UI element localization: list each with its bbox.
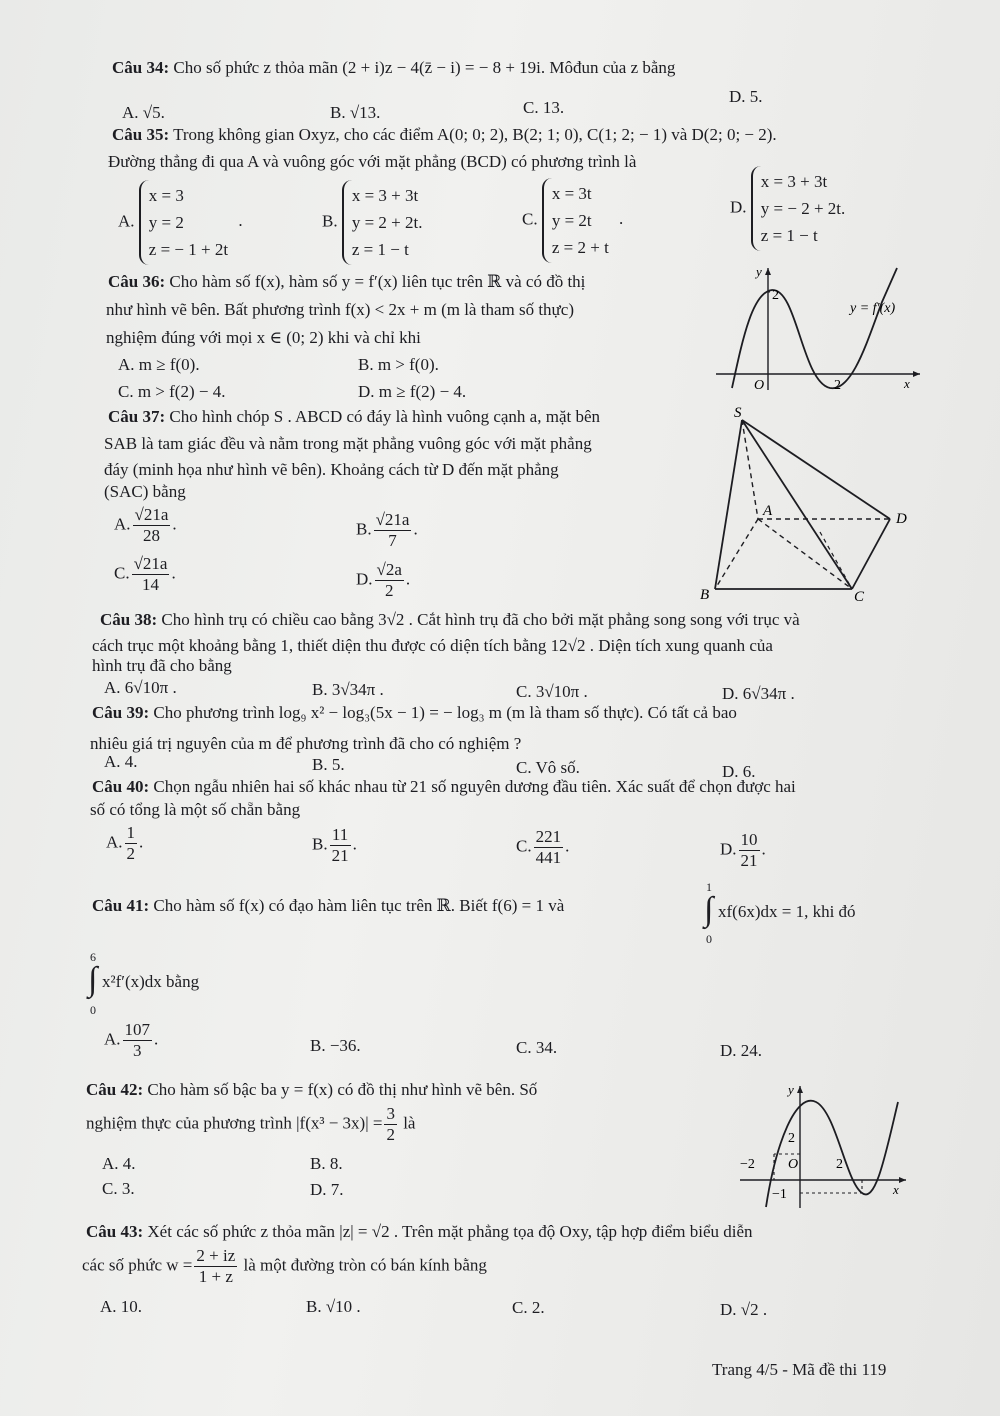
q36-line2: như hình vẽ bên. Bất phương trình f(x) < 2x + m (m là tham số thực) <box>106 300 574 319</box>
q42-y-label: y <box>788 1082 794 1097</box>
q41-option-a <box>104 1020 158 1061</box>
q41-int1-lower: 0 <box>706 932 712 946</box>
q37-text1: Cho hình chóp S . ABCD có đáy là hình vuông cạnh a, mặt bên <box>169 407 601 426</box>
q40-a-end: . <box>139 832 144 852</box>
q41-label: Câu 41: <box>92 896 150 915</box>
q34-text: Cho số phức z thỏa mãn (2 + i)z − 4(z̄ − i) = − 8 + 19i. Môđun của z bằng <box>173 58 676 77</box>
q38-text1: Cho hình trụ có chiều cao bằng 3√2 . Cắt hình trụ đã cho bởi mặt phẳng song song với trục và <box>161 610 800 629</box>
q37-b-end: . <box>413 519 418 539</box>
page-footer: Trang 4/5 - Mã đề thi 119 <box>712 1360 887 1379</box>
q43-frac-num: 2 + iz <box>196 1246 236 1265</box>
q36-tick-x-label: 2 <box>834 378 841 393</box>
q36-origin: O <box>754 378 765 393</box>
q37-line2: SAB là tam giác đều và nằm trong mặt phẳng vuông góc với mặt phẳng <box>104 434 592 453</box>
q42-tick-x-right: 2 <box>836 1157 843 1172</box>
q35-d-system <box>751 166 846 251</box>
edge-SC <box>742 420 852 589</box>
q36-curve-label: y = f′(x) <box>850 301 896 316</box>
q41-int2-upper: 6 <box>90 950 96 964</box>
q41-int1-body: xf(6x)dx = 1, khi đó <box>718 902 856 921</box>
q40-option-d <box>720 830 766 871</box>
q35-a-eq1: x = 3 <box>148 186 184 205</box>
q38-option-b: B. 3√34π . <box>312 680 384 699</box>
q37-d-den: 2 <box>384 581 394 600</box>
edge-SB <box>715 420 742 589</box>
q35-a-label: A. <box>118 211 135 231</box>
q37-c-end: . <box>171 563 176 583</box>
q43-option-a: A. 10. <box>100 1297 143 1316</box>
q34-option-a: A. √5. <box>122 103 165 122</box>
q38-option-d: D. 6√34π . <box>722 684 795 703</box>
q39-option-d: D. 6. <box>722 762 756 781</box>
q43-frac-den: 1 + z <box>198 1267 233 1286</box>
q35-d-eq1: x = 3 + 3t <box>760 172 828 191</box>
edge-SA <box>742 420 758 519</box>
q37-option-d <box>356 560 410 601</box>
q34-stem <box>112 58 675 78</box>
q42-option-c: C. 3. <box>102 1179 135 1198</box>
q35-text1: Trong không gian Oxyz, cho các điểm A(0; 0; 2), B(2; 1; 0), C(1; 2; − 1) và D(2; 0; − 2). <box>173 125 777 144</box>
q41-int2-body: x²f′(x)dx bằng <box>102 972 200 991</box>
q38-label: Câu 38: <box>100 610 158 629</box>
q40-d-end: . <box>761 839 766 859</box>
q41-a-end: . <box>154 1029 159 1049</box>
q35-c-eq3: z = 2 + t <box>551 238 609 257</box>
q37-option-c <box>114 554 176 595</box>
q40-a-den: 2 <box>126 844 136 863</box>
q40-c-frac <box>534 827 564 868</box>
q37-c-frac <box>132 554 170 595</box>
q37-line4: (SAC) bằng <box>104 482 186 501</box>
q41-a-label: A. <box>104 1029 121 1049</box>
q36-y-label: y <box>756 264 762 279</box>
q36-derivative-graph <box>712 262 924 394</box>
q35-d-eq3: z = 1 − t <box>760 226 818 245</box>
q36-line1 <box>108 272 585 292</box>
q35-label: Câu 35: <box>112 125 170 144</box>
q40-d-num: 10 <box>740 830 758 849</box>
q35-a-eq3: z = − 1 + 2t <box>148 240 229 259</box>
q36-text1: Cho hàm số f(x), hàm số y = f′(x) liên tục trên ℝ và có đồ thị <box>169 272 586 291</box>
q39-option-a: A. 4. <box>104 752 138 771</box>
q35-option-b <box>322 180 423 265</box>
q35-b-system <box>342 180 423 265</box>
q39-option-b: B. 5. <box>312 755 345 774</box>
q34-label: Câu 34: <box>112 58 170 77</box>
q36-option-d: D. m ≥ f(2) − 4. <box>358 382 467 401</box>
q40-d-den: 21 <box>740 851 758 870</box>
q41-a-frac <box>123 1020 153 1061</box>
q43-label: Câu 43: <box>86 1222 144 1241</box>
q37-d-frac <box>375 560 404 601</box>
q42-x-arrow <box>899 1177 906 1183</box>
q43-text1: Xét các số phức z thỏa mãn |z| = √2 . Trên mặt phẳng tọa độ Oxy, tập hợp điểm biểu diễn <box>147 1222 753 1241</box>
q37-d-end: . <box>405 569 411 589</box>
q40-b-den: 21 <box>331 846 349 865</box>
q37-pyramid-figure <box>690 402 922 602</box>
q38-line3: hình trụ đã cho bằng <box>92 656 232 675</box>
vertex-S: S <box>734 405 742 421</box>
q35-b-label: B. <box>322 211 338 231</box>
q37-b-num: √21a <box>375 510 410 529</box>
q35-a-eq2: y = 2 <box>148 213 184 232</box>
q42-option-d: D. 7. <box>310 1180 344 1199</box>
q35-c-eq1: x = 3t <box>551 184 592 203</box>
q42-option-a: A. 4. <box>102 1154 136 1173</box>
q38-line1 <box>100 610 800 630</box>
q34-option-c: C. 13. <box>523 98 565 117</box>
q40-c-num: 221 <box>535 827 562 846</box>
q37-c-num: √21a <box>133 554 168 573</box>
q38-line2: cách trục một khoảng bằng 1, thiết diện thu được có diện tích bằng 12√2 . Diện tích xung quanh của <box>92 636 773 655</box>
q42-text2-post: là <box>403 1113 416 1133</box>
q39-text1: Cho phương trình log₉ x² − log₃(5x − 1) = − log₃ m (m là tham số thực). Có tất cả bao <box>153 703 737 722</box>
q37-label: Câu 37: <box>108 407 166 426</box>
q35-line1 <box>112 125 777 145</box>
q42-y-arrow <box>797 1086 803 1093</box>
q40-b-label: B. <box>312 834 328 854</box>
q43-text2-post: là một đường tròn có bán kính bằng <box>243 1255 487 1275</box>
q41-integral-sign-2: ∫ <box>88 961 98 998</box>
q42-origin: O <box>788 1157 799 1172</box>
q35-option-a <box>118 180 243 265</box>
q41-int1-upper: 1 <box>706 880 712 894</box>
q39-line1 <box>92 703 737 723</box>
q36-tick-y-label: 2 <box>772 288 779 303</box>
q42-tick-y-top: 2 <box>788 1131 795 1146</box>
q41-integral-sign-1: ∫ <box>704 891 714 928</box>
q37-b-frac <box>374 510 412 551</box>
q40-c-den: 441 <box>535 848 562 867</box>
q39-label: Câu 39: <box>92 703 150 722</box>
q35-b-eq3: z = 1 − t <box>351 240 409 259</box>
q40-a-frac <box>125 823 138 864</box>
q37-line3: đáy (minh họa như hình vẽ bên). Khoảng cách từ D đến mặt phẳng <box>104 460 559 479</box>
q35-option-d <box>730 166 845 251</box>
q40-c-end: . <box>565 836 570 856</box>
q40-option-b <box>312 825 357 866</box>
q42-line1 <box>86 1080 537 1100</box>
q36-curve <box>732 268 897 388</box>
vertex-B: B <box>700 587 710 602</box>
q35-c-label: C. <box>522 209 538 229</box>
q35-b-eq1: x = 3 + 3t <box>351 186 419 205</box>
q41-option-c: C. 34. <box>516 1038 558 1057</box>
q42-text2-pre: nghiệm thực của phương trình |f(x³ − 3x)| = <box>86 1113 383 1133</box>
q38-option-a: A. 6√10π . <box>104 678 177 697</box>
q35-d-eq2: y = − 2 + 2t. <box>760 199 846 218</box>
q42-tick-x-left: −2 <box>740 1157 755 1172</box>
q37-option-b <box>356 510 418 551</box>
edge-AC <box>758 519 852 589</box>
q37-a-den: 28 <box>142 526 160 545</box>
q40-b-frac <box>330 825 351 866</box>
q43-frac <box>194 1246 237 1287</box>
q40-b-num: 11 <box>330 825 351 846</box>
q41-a-den: 3 <box>133 1041 142 1060</box>
q41-int2-lower: 0 <box>90 1003 96 1017</box>
q40-a-num: 1 <box>126 823 136 842</box>
q42-text1: Cho hàm số bậc ba y = f(x) có đồ thị như hình vẽ bên. Số <box>147 1080 538 1099</box>
q36-option-c: C. m > f(2) − 4. <box>118 382 226 401</box>
q42-option-b: B. 8. <box>310 1154 343 1173</box>
q37-d-label: D. <box>356 569 373 589</box>
q34-option-d: D. 5. <box>729 87 763 106</box>
q35-c-eq2: y = 2t <box>551 211 592 230</box>
q42-cubic-graph <box>736 1082 912 1212</box>
q36-option-b: B. m > f(0). <box>358 355 439 374</box>
q42-tick-y-bottom: −1 <box>772 1187 787 1202</box>
q36-x-label: x <box>904 376 910 391</box>
q41-option-b: B. −36. <box>310 1036 361 1055</box>
q36-x-arrow <box>913 371 920 377</box>
q43-line1 <box>86 1222 753 1242</box>
q40-line1 <box>92 777 796 797</box>
q43-option-b: B. √10 . <box>306 1297 361 1316</box>
q41-line1 <box>92 896 564 916</box>
q42-x-label: x <box>893 1182 899 1197</box>
q37-a-frac <box>133 505 171 546</box>
q35-a-system <box>139 180 228 265</box>
q40-c-label: C. <box>516 836 532 856</box>
q41-a-num: 107 <box>124 1020 151 1039</box>
q37-c-den: 14 <box>142 575 160 594</box>
edge-CD <box>852 519 890 589</box>
q34-option-b: B. √13. <box>330 103 381 122</box>
q37-b-den: 7 <box>388 531 397 550</box>
q41-text1: Cho hàm số f(x) có đạo hàm liên tục trên ℝ. Biết f(6) = 1 và <box>153 896 565 915</box>
q43-option-c: C. 2. <box>512 1298 545 1317</box>
q40-label: Câu 40: <box>92 777 150 796</box>
q43-option-d: D. √2 . <box>720 1300 768 1319</box>
q35-line2: Đường thẳng đi qua A và vuông góc với mặt phẳng (BCD) có phương trình là <box>108 152 637 171</box>
q43-text2-pre: các số phức w = <box>82 1255 193 1275</box>
q37-c-label: C. <box>114 563 130 583</box>
q35-b-eq2: y = 2 + 2t. <box>351 213 423 232</box>
q39-option-c: C. Vô số. <box>516 758 580 777</box>
q40-text1: Chọn ngẫu nhiên hai số khác nhau từ 21 số nguyên dương đầu tiên. Xác suất để chọn được hai <box>153 777 796 796</box>
q36-option-a: A. m ≥ f(0). <box>118 355 200 374</box>
q35-d-label: D. <box>730 197 747 217</box>
q37-a-label: A. <box>114 514 131 534</box>
q41-option-d: D. 24. <box>720 1041 763 1060</box>
vertex-C: C <box>854 589 865 602</box>
q36-y-arrow <box>765 268 771 275</box>
q40-a-label: A. <box>106 832 123 852</box>
q42-line2 <box>86 1104 415 1145</box>
q36-label: Câu 36: <box>108 272 166 291</box>
q37-a-end: . <box>172 514 177 534</box>
q42-frac <box>384 1104 397 1145</box>
q35-option-c <box>522 178 623 263</box>
q37-a-num: √21a <box>134 505 169 524</box>
q42-frac-num: 3 <box>386 1104 395 1123</box>
q43-line2 <box>82 1246 487 1287</box>
q40-d-label: D. <box>720 839 737 859</box>
q40-option-a <box>106 823 143 864</box>
q42-label: Câu 42: <box>86 1080 144 1099</box>
q39-line2: nhiêu giá trị nguyên của m để phương trình đã cho có nghiệm ? <box>90 734 522 753</box>
q35-c-end: . <box>619 209 624 229</box>
q40-d-frac <box>739 830 760 871</box>
q42-frac-den: 2 <box>386 1125 395 1144</box>
q40-b-end: . <box>352 834 357 854</box>
q37-d-num: √2a <box>376 560 402 579</box>
q40-line2: số có tổng là một số chẵn bằng <box>90 800 301 819</box>
vertex-D: D <box>896 511 907 527</box>
q37-line1 <box>108 407 600 427</box>
q36-line3: nghiệm đúng với mọi x ∈ (0; 2) khi và chỉ khi <box>106 328 421 347</box>
q40-option-c <box>516 827 569 868</box>
q35-a-end: . <box>238 211 243 231</box>
q35-c-system <box>542 178 609 263</box>
q37-b-label: B. <box>356 519 372 539</box>
q37-option-a <box>114 505 177 546</box>
vertex-A: A <box>763 503 773 519</box>
q38-option-c: C. 3√10π . <box>516 682 588 701</box>
